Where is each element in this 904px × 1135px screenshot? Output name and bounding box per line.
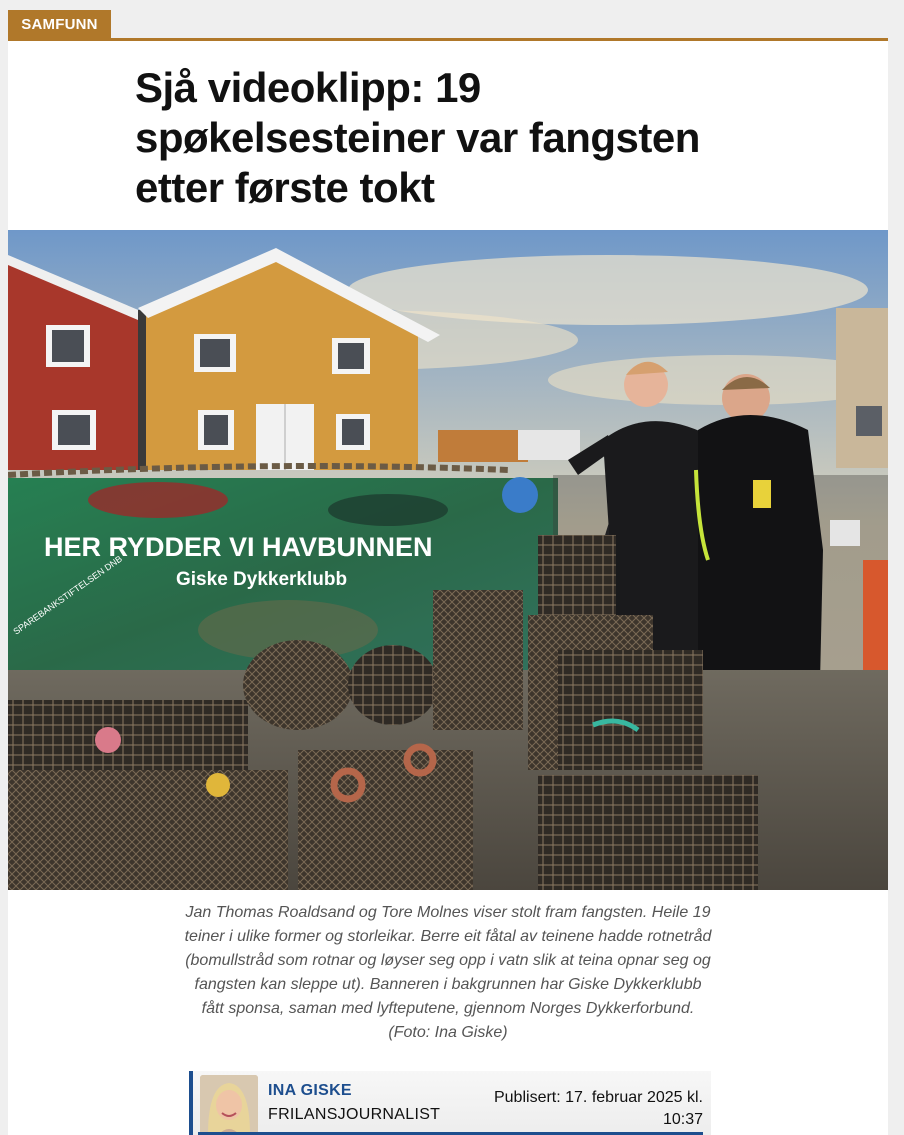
svg-text:HER RYDDER VI HAVBUNNEN: HER RYDDER VI HAVBUNNEN (44, 532, 433, 562)
author-role: FRILANSJOURNALIST (268, 1106, 441, 1123)
byline-box (189, 1071, 711, 1135)
svg-text:SPAREBANKSTIFTELSEN DNB: SPAREBANKSTIFTELSEN DNB (11, 553, 124, 637)
article-headline: Sjå videoklipp: 19 spøkelsesteiner var fangsten etter første tokt (135, 64, 700, 211)
photo-caption: Jan Thomas Roaldsand og Tore Molnes viser stolt fram fangsten. Heile 19 teiner i ulike former og storleikar. Berre eit fåtal av teinene hadde rotnetråd (bomullstråd som rotnar og løyser seg opp i vatn slik at teina opnar seg og fangsten kan sleppe ut). Banneren i bakgrunnen har Giske Dykkerklubb fått sponsa, saman med lyfteputene, gjennom Norges Dykkerforbund. (Foto: Ina Giske) (184, 904, 712, 1041)
author-name[interactable]: INA GISKE (268, 1082, 352, 1099)
publish-date: Publisert: 17. februar 2025 kl. 10:37 (493, 1089, 703, 1128)
article (8, 38, 888, 1135)
section-tag[interactable]: SAMFUNN (8, 10, 111, 38)
author-avatar[interactable] (200, 1075, 258, 1135)
svg-text:Giske Dykkerklubb: Giske Dykkerklubb (176, 569, 348, 590)
article-hero-photo[interactable] (8, 230, 888, 890)
